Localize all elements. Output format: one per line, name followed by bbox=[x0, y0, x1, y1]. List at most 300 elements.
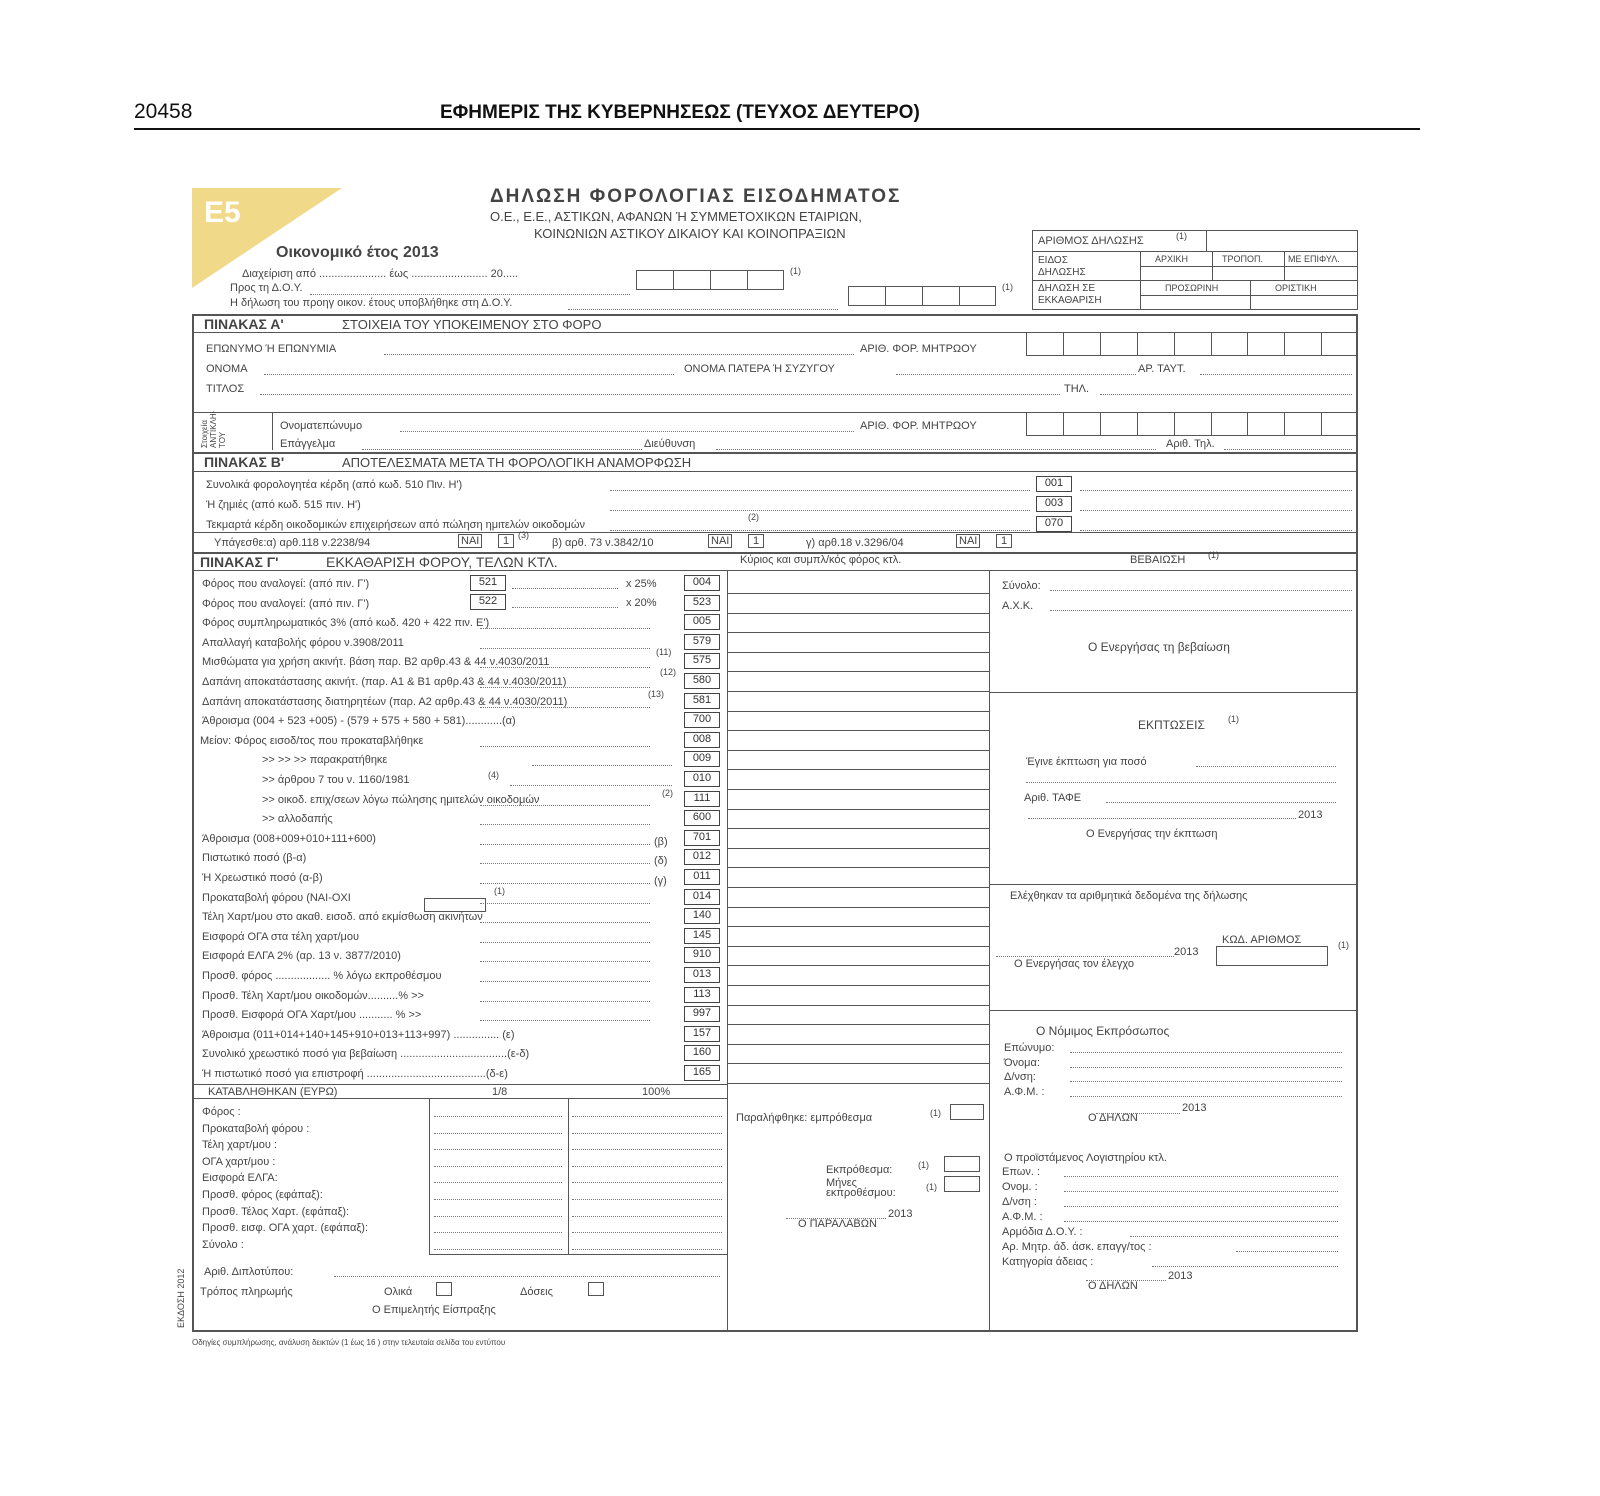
table-c-row-dots bbox=[480, 707, 650, 708]
table-c-row-label-157: Άθροισμα (011+014+140+145+910+013+113+997) ............... (ε) bbox=[202, 1028, 515, 1041]
table-c-title: ΠΙΝΑΚΑΣ Γ' bbox=[200, 554, 279, 570]
decl-row-line bbox=[1140, 266, 1358, 267]
to-doy-label: Προς τη Δ.Ο.Υ. bbox=[230, 282, 303, 294]
payment-method: Τρόπος πληρωμής bbox=[200, 1286, 293, 1298]
paid-item-frac[interactable] bbox=[434, 1149, 562, 1150]
cert-total-field[interactable] bbox=[1050, 590, 1352, 591]
table-c-value-line[interactable] bbox=[727, 750, 989, 751]
paid-item-label: Προσθ. εισφ. ΟΓΑ χαρτ. (εφάπαξ): bbox=[202, 1222, 369, 1235]
table-c-row-dots bbox=[480, 667, 650, 668]
discount-amount-field[interactable] bbox=[1196, 766, 1336, 767]
paid-title: ΚΑΤΑΒΛΗΘΗΚΑΝ (ΕΥΡΩ) bbox=[208, 1086, 338, 1098]
pct25: x 25% bbox=[626, 578, 657, 590]
paid-item-frac[interactable] bbox=[434, 1166, 562, 1167]
paid-item-pct[interactable] bbox=[572, 1249, 722, 1250]
table-c-row-label-580: Δαπάνη αποκατάστασης ακινήτ. (παρ. Α1 & Β1 αρθρ.43 & 44 ν.4030/2011) bbox=[202, 676, 567, 688]
table-c-code-012: 012 bbox=[684, 849, 720, 865]
table-c-value-line[interactable] bbox=[727, 632, 989, 633]
table-c-code-113: 113 bbox=[684, 987, 720, 1003]
table-c-code-910: 910 bbox=[684, 947, 720, 963]
discounts-note: (1) bbox=[1228, 714, 1239, 724]
paid-item-pct[interactable] bbox=[572, 1199, 722, 1200]
paid-item-label: Σύνολο : bbox=[202, 1238, 244, 1251]
table-c-note-580: (12) bbox=[660, 667, 677, 677]
table-c-row-label-008: Μείον: Φόρος εισοδ/τος που προκαταβλήθηκε bbox=[200, 734, 424, 747]
table-c-value-line[interactable] bbox=[727, 769, 989, 770]
legal-rep-afm-field[interactable] bbox=[1070, 1096, 1342, 1097]
accountant-license-label: Αρ. Μητρ. άδ. άσκ. επαγγ/τος : bbox=[1002, 1241, 1152, 1253]
rep-declarant: Ο ΔΗΛΩΝ bbox=[1088, 1112, 1138, 1124]
table-c-code-579: 579 bbox=[684, 634, 720, 650]
doy-box-div bbox=[673, 270, 674, 290]
table-c-note-014: (1) bbox=[494, 885, 505, 896]
father-label: ΟΝΟΜΑ ΠΑΤΕΡΑ Ή ΣΥΖΥΓΟΥ bbox=[684, 363, 835, 375]
afm-box-div bbox=[1247, 412, 1248, 436]
tafe-label: Αριθ. ΤΑΦΕ bbox=[1024, 792, 1082, 804]
table-c-value-line[interactable] bbox=[727, 887, 989, 888]
paid-item-pct[interactable] bbox=[572, 1116, 722, 1117]
paid-item-pct[interactable] bbox=[572, 1166, 722, 1167]
afm-box-div bbox=[1174, 332, 1175, 356]
payment-installments-check[interactable] bbox=[588, 1282, 604, 1296]
pct20: x 20% bbox=[626, 597, 657, 609]
check-officer: Ο Ενεργήσας τον έλεγχο bbox=[1014, 958, 1135, 970]
rep-fullname-field[interactable] bbox=[400, 431, 854, 432]
table-c-suffix-012: (δ) bbox=[654, 855, 668, 868]
paid-item-pct[interactable] bbox=[572, 1149, 722, 1150]
subject-c: γ) αρθ.18 ν.3296/04 bbox=[806, 537, 904, 549]
rep-address-field[interactable] bbox=[716, 449, 1156, 450]
table-c-row-dots bbox=[480, 1001, 650, 1002]
afm-box-div bbox=[1284, 412, 1285, 436]
received-label: Παραλήφθηκε: εμπρόθεσμα bbox=[736, 1112, 873, 1124]
table-c-row-label-600: >> αλλοδαπής bbox=[262, 813, 333, 826]
accountant-doy-label: Αρμόδια Δ.Ο.Υ. : bbox=[1002, 1226, 1083, 1238]
prev-box-div bbox=[885, 286, 886, 306]
rep-afm-boxes[interactable] bbox=[1026, 412, 1358, 436]
code-num-label: ΚΩΔ. ΑΡΙΘΜΟΣ bbox=[1222, 934, 1302, 946]
table-c-value-line[interactable] bbox=[727, 867, 989, 868]
paid-item-frac[interactable] bbox=[434, 1249, 562, 1250]
id-label: ΑΡ. ΤΑΥΤ. bbox=[1138, 363, 1186, 375]
table-c-code-004: 004 bbox=[684, 575, 720, 591]
table-c-code-008: 008 bbox=[684, 732, 720, 748]
table-c-value-line[interactable] bbox=[727, 985, 989, 986]
doy-box-div bbox=[710, 270, 711, 290]
footnote: Οδηγίες συμπλήρωσης, ανάλυση δεικτών (1 έως 16 ) στην τελευταία σελίδα του εντύπου bbox=[192, 1338, 506, 1347]
paid-item-label: ΟΓΑ χαρτ/μου : bbox=[202, 1155, 276, 1168]
table-b-row-dots bbox=[610, 530, 1030, 531]
table-c-code-010: 010 bbox=[684, 771, 720, 787]
table-c-value-line[interactable] bbox=[727, 848, 989, 849]
table-c-code-140: 140 bbox=[684, 908, 720, 924]
accountant-license-field[interactable] bbox=[1236, 1251, 1338, 1252]
accountant-acc_afm-field[interactable] bbox=[1064, 1221, 1338, 1222]
table-c-code-997: 997 bbox=[684, 1006, 720, 1022]
table-b-row-dots bbox=[610, 490, 1030, 491]
decl-type-label: ΕΙΔΟΣ ΔΗΛΩΣΗΣ bbox=[1038, 255, 1086, 278]
paid-item-label: Τέλη χαρτ/μου : bbox=[202, 1139, 278, 1152]
prev-box-div bbox=[959, 286, 960, 306]
cert-axk-label: Α.Χ.Κ. bbox=[1002, 600, 1034, 612]
table-c-code-580: 580 bbox=[684, 673, 720, 689]
phone-field[interactable] bbox=[1100, 394, 1352, 395]
table-c-value-line[interactable] bbox=[727, 652, 989, 653]
table-b-row-value[interactable] bbox=[1080, 510, 1352, 511]
rep-side-div bbox=[272, 412, 273, 450]
late-box[interactable] bbox=[944, 1156, 980, 1172]
accountant-acc_addr-field[interactable] bbox=[1064, 1206, 1338, 1207]
table-c-code-165: 165 bbox=[684, 1065, 720, 1081]
table-c-row-dots bbox=[480, 981, 650, 982]
table-c-code-575: 575 bbox=[684, 653, 720, 669]
table-c-row-label-581: Δαπάνη αποκατάστασης διατηρητέων (παρ. Α2 αρθρ.43 & 44 ν.4030/2011) bbox=[202, 695, 568, 708]
subject-b-yes[interactable]: ΝΑΙ bbox=[708, 534, 732, 548]
table-c-row-label-165: Ή πιστωτικό ποσό για επιστροφή .......................................(δ-ε) bbox=[202, 1068, 508, 1080]
afm-box-div bbox=[1100, 412, 1101, 436]
table-c-value-line[interactable] bbox=[727, 593, 989, 594]
subject-a: Υπάγεσθε:α) αρθ.118 ν.2238/94 bbox=[214, 537, 371, 549]
accountant-license_cat-field[interactable] bbox=[1152, 1266, 1338, 1267]
legal-rep-surname-label: Επώνυμο: bbox=[1004, 1042, 1055, 1054]
paid-item-frac[interactable] bbox=[434, 1199, 562, 1200]
table-b-row-label: Τεκμαρτά κέρδη οικοδομικών επιχειρήσεων από πώληση ημιτελών οικοδομών bbox=[206, 519, 585, 531]
rep-profession-label: Επάγγελμα bbox=[280, 438, 336, 450]
doy-box-div bbox=[747, 270, 748, 290]
decl-provisional[interactable]: ΠΡΟΣΩΡΙΝΗ bbox=[1165, 283, 1219, 293]
table-c-note-111: (2) bbox=[662, 787, 673, 798]
paid-item-label: Προκαταβολή φόρου : bbox=[202, 1122, 310, 1135]
paid-item-pct[interactable] bbox=[572, 1133, 722, 1134]
legal-rep-name-label: Όνομα: bbox=[1004, 1056, 1040, 1069]
paid-item-pct[interactable] bbox=[572, 1216, 722, 1217]
legal-rep-afm-label: Α.Φ.Μ. : bbox=[1004, 1085, 1045, 1098]
table-c-code-111: 111 bbox=[684, 791, 720, 807]
table-c-note-010: (4) bbox=[488, 770, 499, 780]
table-c-row-label-701: Άθροισμα (008+009+010+111+600) bbox=[202, 832, 376, 845]
table-c-code-581: 581 bbox=[684, 693, 720, 709]
table-c-value-line[interactable] bbox=[727, 1083, 989, 1084]
legal-rep-surname-field[interactable] bbox=[1070, 1052, 1342, 1053]
discount-amount-field-2[interactable] bbox=[1026, 782, 1336, 783]
page-number: 20458 bbox=[134, 100, 193, 123]
table-c-row-label-009: >> >> >> παρακρατήθηκε bbox=[262, 754, 388, 767]
table-c-row-label-010: >> άρθρου 7 του ν. 1160/1981 bbox=[262, 774, 410, 786]
paid-pct: 100% bbox=[642, 1086, 671, 1098]
prev-decl-label: Η δήλωση του προηγ οικον. έτους υποβλήθηκε στη Δ.Ο.Υ. bbox=[230, 297, 513, 309]
management-period: Διαχείριση από ...................... έως ......................... 20..... bbox=[242, 268, 519, 280]
right-div-3 bbox=[989, 1010, 1358, 1011]
table-c-note-575: (11) bbox=[656, 647, 672, 658]
table-c-row-label-013: Προσθ. φόρος .................. % λόγω εκπροθέσμου bbox=[202, 970, 442, 982]
table-c-row-label-111: >> οικοδ. επιχ/σεων λόγω πώλησης ημιτελών οικοδομών bbox=[262, 793, 540, 806]
table-c-value-line[interactable] bbox=[727, 809, 989, 810]
tafe-field[interactable] bbox=[1106, 802, 1336, 803]
table-b-code-003: 003 bbox=[1036, 496, 1072, 512]
decl-settle-label: ΔΗΛΩΣΗ ΣΕ ΕΚΚΑΘΑΡΙΣΗ bbox=[1038, 283, 1102, 306]
table-c-value-line[interactable] bbox=[727, 711, 989, 712]
table-c-col2: Κύριος και συμπλ/κός φόρος κτλ. bbox=[740, 554, 902, 566]
paid-item-label: Προσθ. Τέλος Χαρτ. (εφάπαξ): bbox=[202, 1205, 350, 1218]
table-b-code-070: 070 bbox=[1036, 516, 1072, 532]
decl-amend[interactable]: ΤΡΟΠΟΠ. bbox=[1222, 254, 1264, 264]
afm-label: ΑΡΙΘ. ΦΟΡ. ΜΗΤΡΩΟΥ bbox=[860, 343, 977, 355]
acc-year: 2013 bbox=[1168, 1270, 1193, 1282]
decl-number-note: (1) bbox=[1176, 231, 1187, 241]
afm-box-div bbox=[1247, 332, 1248, 356]
afm-box-div bbox=[1211, 332, 1212, 356]
table-c-row-label-910: Εισφορά ΕΛΓΑ 2% (αρ. 13 ν. 3877/2010) bbox=[202, 950, 401, 963]
table-c-code-600: 600 bbox=[684, 810, 720, 826]
decl-reserve[interactable]: ΜΕ ΕΠΙΦΥΛ. bbox=[1288, 254, 1340, 264]
table-c-value-line[interactable] bbox=[727, 926, 989, 927]
form-subtitle-2: ΚΟΙΝΩΝΙΩΝ ΑΣΤΙΚΟΥ ΔΙΚΑΙΟΥ ΚΑΙ ΚΟΙΝΟΠΡΑΞΙΩΝ bbox=[534, 226, 846, 241]
table-c-row-label-700: Άθροισμα (004 + 523 +005) - (579 + 575 + 580 + 581)............(α) bbox=[202, 715, 516, 728]
accountant-acc_name-field[interactable] bbox=[1064, 1191, 1338, 1192]
table-c-row-label-145: Εισφορά ΟΓΑ στα τέλη χαρτ/μου bbox=[202, 930, 360, 943]
cert-officer: Ο Ενεργήσας τη βεβαίωση bbox=[1088, 640, 1230, 654]
subject-a-yes[interactable]: ΝΑΙ bbox=[458, 534, 482, 548]
paid-item-pct[interactable] bbox=[572, 1182, 722, 1183]
note-1b: (1) bbox=[1002, 282, 1013, 292]
late-months-label: Μήνες εκπροθέσμου: bbox=[826, 1177, 896, 1199]
table-c-code-701: 701 bbox=[684, 830, 720, 846]
accountant-acc_surname-field[interactable] bbox=[1064, 1176, 1338, 1177]
late-months-note: (1) bbox=[926, 1182, 937, 1192]
logo-text: Ε5 bbox=[204, 196, 241, 229]
accountant-doy-field[interactable] bbox=[1130, 1236, 1338, 1237]
table-c-row-label-011: Ή Χρεωστικό ποσό (α-β) bbox=[202, 872, 323, 884]
form-subtitle-1: Ο.Ε., Ε.Ε., ΑΣΤΙΚΩΝ, ΑΦΑΝΩΝ Ή ΣΥΜΜΕΤΟΧΙΚΩΝ ΕΤΑΙΡΙΩΝ, bbox=[490, 209, 862, 224]
afm-box-div bbox=[1284, 332, 1285, 356]
rep-year: 2013 bbox=[1182, 1102, 1207, 1114]
subject-a-one[interactable]: 1 bbox=[498, 534, 514, 548]
rep-phone-label: Αριθ. Τηλ. bbox=[1166, 438, 1215, 450]
table-b-note2: (2) bbox=[748, 512, 759, 522]
check-date-field[interactable] bbox=[996, 956, 1174, 957]
subcode-521[interactable]: 521 bbox=[470, 575, 506, 591]
table-b-row-label: Συνολικά φορολογητέα κέρδη (από κωδ. 510 Πιν. Η') bbox=[206, 479, 463, 491]
table-c-row-dots bbox=[480, 961, 650, 962]
table-c-row-dots bbox=[480, 1020, 650, 1021]
paid-item-pct[interactable] bbox=[572, 1232, 722, 1233]
table-c-note-581: (13) bbox=[648, 688, 665, 699]
name-field[interactable] bbox=[264, 374, 674, 375]
check-year: 2013 bbox=[1174, 946, 1199, 958]
table-a-subtitle: ΣΤΟΙΧΕΙΑ ΤΟΥ ΥΠΟΚΕΙΜΕΝΟΥ ΣΤΟ ΦΟΡΟ bbox=[342, 317, 602, 332]
table-b-row-dots bbox=[610, 510, 1030, 511]
table-c-code-523: 523 bbox=[684, 595, 720, 611]
cert-axk-field[interactable] bbox=[1050, 610, 1352, 611]
checked-text: Ελέχθηκαν τα αριθμητικά δεδομένα της δήλωσης bbox=[1010, 890, 1248, 902]
paid-item-frac[interactable] bbox=[434, 1116, 562, 1117]
decl-row-line bbox=[1140, 295, 1358, 296]
surname-field[interactable] bbox=[384, 354, 854, 355]
table-b-code-001: 001 bbox=[1036, 476, 1072, 492]
table-c-row-label-005: Φόρος συμπληρωματικός 3% (από κωδ. 420 + 422 πιν. Ε') bbox=[202, 617, 490, 630]
rep-profession-field[interactable] bbox=[362, 449, 642, 450]
right-div-1 bbox=[989, 692, 1358, 693]
receiver: Ο ΠΑΡΑΛΑΒΩΝ bbox=[798, 1218, 877, 1230]
legal-rep-address-field[interactable] bbox=[1070, 1081, 1342, 1082]
code-num-box[interactable] bbox=[1216, 946, 1328, 966]
prev-decl-line bbox=[568, 309, 838, 310]
table-c-code-145: 145 bbox=[684, 928, 720, 944]
table-c-value-line[interactable] bbox=[727, 613, 989, 614]
table-c-value-line[interactable] bbox=[727, 789, 989, 790]
acc-declarant: Ο ΔΗΛΩΝ bbox=[1088, 1280, 1138, 1292]
id-field[interactable] bbox=[1200, 374, 1352, 375]
rep-address-label: Διεύθυνση bbox=[644, 438, 696, 450]
paid-item-label: Εισφορά ΕΛΓΑ: bbox=[202, 1172, 278, 1185]
afm-box-div bbox=[1137, 412, 1138, 436]
afm-box-div bbox=[1063, 332, 1064, 356]
table-b-top bbox=[192, 452, 1358, 454]
accountant-acc_addr-label: Δ/νση : bbox=[1002, 1196, 1037, 1208]
rep-side-label: Στοιχεία ΑΝΤΙΚΛΗ-ΤΟΥ bbox=[200, 410, 227, 448]
table-c-row-label-579: Απαλλαγή καταβολής φόρου ν.3908/2011 bbox=[202, 636, 404, 649]
paid-item-frac[interactable] bbox=[434, 1232, 562, 1233]
afm-box-div bbox=[1211, 412, 1212, 436]
to-doy-line bbox=[310, 294, 630, 295]
accountant-acc_name-label: Ονομ. : bbox=[1002, 1181, 1038, 1193]
table-c-value-line[interactable] bbox=[727, 1063, 989, 1064]
table-c-code-160: 160 bbox=[684, 1045, 720, 1061]
table-c-row-label-997: Προσθ. Εισφορά ΟΓΑ Χαρτ/μου ........... % >> bbox=[202, 1009, 422, 1022]
subject-c-yes[interactable]: ΝΑΙ bbox=[956, 534, 980, 548]
father-field[interactable] bbox=[896, 374, 1136, 375]
payment-full-check[interactable] bbox=[436, 1282, 452, 1296]
cert-total-label: Σύνολο: bbox=[1002, 580, 1041, 592]
subcode-522[interactable]: 522 bbox=[470, 594, 506, 610]
received-box[interactable] bbox=[950, 1104, 984, 1120]
subject-line bbox=[192, 532, 1358, 533]
paid-item-frac[interactable] bbox=[434, 1216, 562, 1217]
paid-div-1 bbox=[429, 1098, 430, 1254]
paid-item-frac[interactable] bbox=[434, 1133, 562, 1134]
afm-box-div bbox=[1174, 412, 1175, 436]
phone-label: ΤΗΛ. bbox=[1064, 383, 1090, 395]
subject-c-one[interactable]: 1 bbox=[996, 534, 1012, 548]
table-c-row-dots bbox=[480, 628, 650, 629]
table-c-row-dots bbox=[532, 765, 672, 766]
journal-title: ΕΦΗΜΕΡΙΣ ΤΗΣ ΚΥΒΕΡΝΗΣΕΩΣ (ΤΕΥΧΟΣ ΔΕΥΤΕΡΟ) bbox=[440, 102, 920, 123]
table-c-code-014: 014 bbox=[684, 889, 720, 905]
discount-amount-label: Έγινε έκπτωση για ποσό bbox=[1026, 756, 1147, 768]
col-div-left bbox=[727, 570, 728, 1332]
decl-initial[interactable]: ΑΡΧΙΚΗ bbox=[1155, 254, 1189, 264]
table-c-value-line[interactable] bbox=[727, 691, 989, 692]
table-c-value-line[interactable] bbox=[727, 671, 989, 672]
pct20-line bbox=[512, 607, 618, 608]
late-label: Εκπρόθεσμα: bbox=[826, 1164, 893, 1176]
afm-box-div bbox=[1063, 412, 1064, 436]
pct25-line bbox=[512, 588, 618, 589]
accountant-title: Ο προϊστάμενος Λογιστηρίου κτλ. bbox=[1004, 1152, 1167, 1164]
table-c-value-line[interactable] bbox=[727, 965, 989, 966]
rep-afm-label: ΑΡΙΘ. ΦΟΡ. ΜΗΤΡΩΟΥ bbox=[860, 420, 977, 432]
table-c-row-label-523: Φόρος που αναλογεί: (από πιν. Γ') bbox=[202, 597, 370, 610]
table-a-title: ΠΙΝΑΚΑΣ Α' bbox=[204, 316, 284, 332]
paid-frac: 1/8 bbox=[492, 1086, 508, 1098]
table-b-row-value[interactable] bbox=[1080, 530, 1352, 531]
duplicate-field[interactable] bbox=[334, 1276, 720, 1277]
table-c-suffix-011: (γ) bbox=[654, 875, 667, 887]
paid-item-frac[interactable] bbox=[434, 1182, 562, 1183]
late-months-box[interactable] bbox=[944, 1176, 980, 1192]
col-div-right bbox=[989, 570, 990, 1332]
name-label: ΟΝΟΜΑ bbox=[206, 363, 248, 375]
table-c-row-dots bbox=[480, 824, 650, 825]
form-title: ΔΗΛΩΣΗ ΦΟΡΟΛΟΓΙΑΣ ΕΙΣΟΔΗΜΑΤΟΣ bbox=[490, 186, 902, 207]
decl-final[interactable]: ΟΡΙΣΤΙΚΗ bbox=[1275, 283, 1317, 293]
paid-line bbox=[192, 1098, 727, 1099]
edition-label: ΕΚΔΟΣΗ 2012 bbox=[176, 1268, 186, 1328]
decl-number-label: ΑΡΙΘΜΟΣ ΔΗΛΩΣΗΣ bbox=[1038, 235, 1144, 247]
table-c-code-157: 157 bbox=[684, 1026, 720, 1042]
discounts-title: ΕΚΠΤΩΣΕΙΣ bbox=[1138, 718, 1205, 732]
table-c-row-label-140: Τέλη Χαρτ/μου στο ακαθ. εισοδ. από εκμίσθωση ακινήτων bbox=[202, 911, 483, 924]
table-b-title: ΠΙΝΑΚΑΣ Β' bbox=[204, 454, 285, 470]
payment-installments: Δόσεις bbox=[520, 1286, 553, 1298]
table-c-value-line[interactable] bbox=[727, 730, 989, 731]
paid-top bbox=[192, 1084, 727, 1085]
afm-box-div bbox=[1321, 412, 1322, 436]
table-c-line bbox=[192, 570, 1358, 571]
table-c-row-label-012: Πιστωτικό ποσό (β-α) bbox=[202, 852, 307, 865]
table-b-row-value[interactable] bbox=[1080, 490, 1352, 491]
table-c-row-dots bbox=[480, 746, 650, 747]
table-c-col3: ΒΕΒΑΙΩΣΗ bbox=[1130, 554, 1186, 566]
table-c-value-line[interactable] bbox=[727, 1005, 989, 1006]
table-c-row-dots bbox=[480, 863, 650, 864]
rep-phone-field[interactable] bbox=[1224, 449, 1352, 450]
table-c-value-line[interactable] bbox=[727, 946, 989, 947]
table-c-col3-note: (1) bbox=[1208, 550, 1219, 560]
table-c-code-009: 009 bbox=[684, 751, 720, 767]
advance-tax-box[interactable] bbox=[424, 898, 486, 912]
prev-box-div bbox=[922, 286, 923, 306]
table-c-code-013: 013 bbox=[684, 967, 720, 983]
accountant-acc_afm-label: Α.Φ.Μ. : bbox=[1002, 1211, 1043, 1223]
table-c-row-dots bbox=[480, 687, 650, 688]
table-c-value-line[interactable] bbox=[727, 1024, 989, 1025]
discount-date-field[interactable] bbox=[1028, 818, 1296, 819]
code-num-note: (1) bbox=[1338, 940, 1349, 950]
title-field[interactable] bbox=[260, 394, 1060, 395]
table-c-row-dots bbox=[480, 648, 650, 649]
decl-div bbox=[1206, 230, 1207, 251]
table-b-line bbox=[192, 471, 1358, 472]
table-b-subtitle: ΑΠΟΤΕΛΕΣΜΑΤΑ ΜΕΤΑ ΤΗ ΦΟΡΟΛΟΓΙΚΗ ΑΝΑΜΟΡΦΩΣΗ bbox=[342, 455, 692, 470]
decl-row-line bbox=[1032, 280, 1358, 281]
afm-box-div bbox=[1321, 332, 1322, 356]
table-c-value-line[interactable] bbox=[727, 1044, 989, 1045]
legal-rep-name-field[interactable] bbox=[1070, 1067, 1342, 1068]
subject-b-one[interactable]: 1 bbox=[748, 534, 764, 548]
table-c-value-line[interactable] bbox=[727, 828, 989, 829]
afm-box-div bbox=[1137, 332, 1138, 356]
header-rule bbox=[134, 128, 1420, 130]
afm-boxes[interactable] bbox=[1026, 332, 1358, 356]
table-c-row-dots bbox=[480, 844, 650, 845]
legal-rep-title: Ο Νόμιμος Εκπρόσωπος bbox=[1036, 1024, 1170, 1038]
table-c-value-line[interactable] bbox=[727, 907, 989, 908]
receiver-year: 2013 bbox=[888, 1208, 913, 1220]
decl-row-line bbox=[1032, 251, 1358, 252]
title-label: ΤΙΤΛΟΣ bbox=[206, 383, 245, 395]
subject-note3: (3) bbox=[518, 530, 529, 540]
